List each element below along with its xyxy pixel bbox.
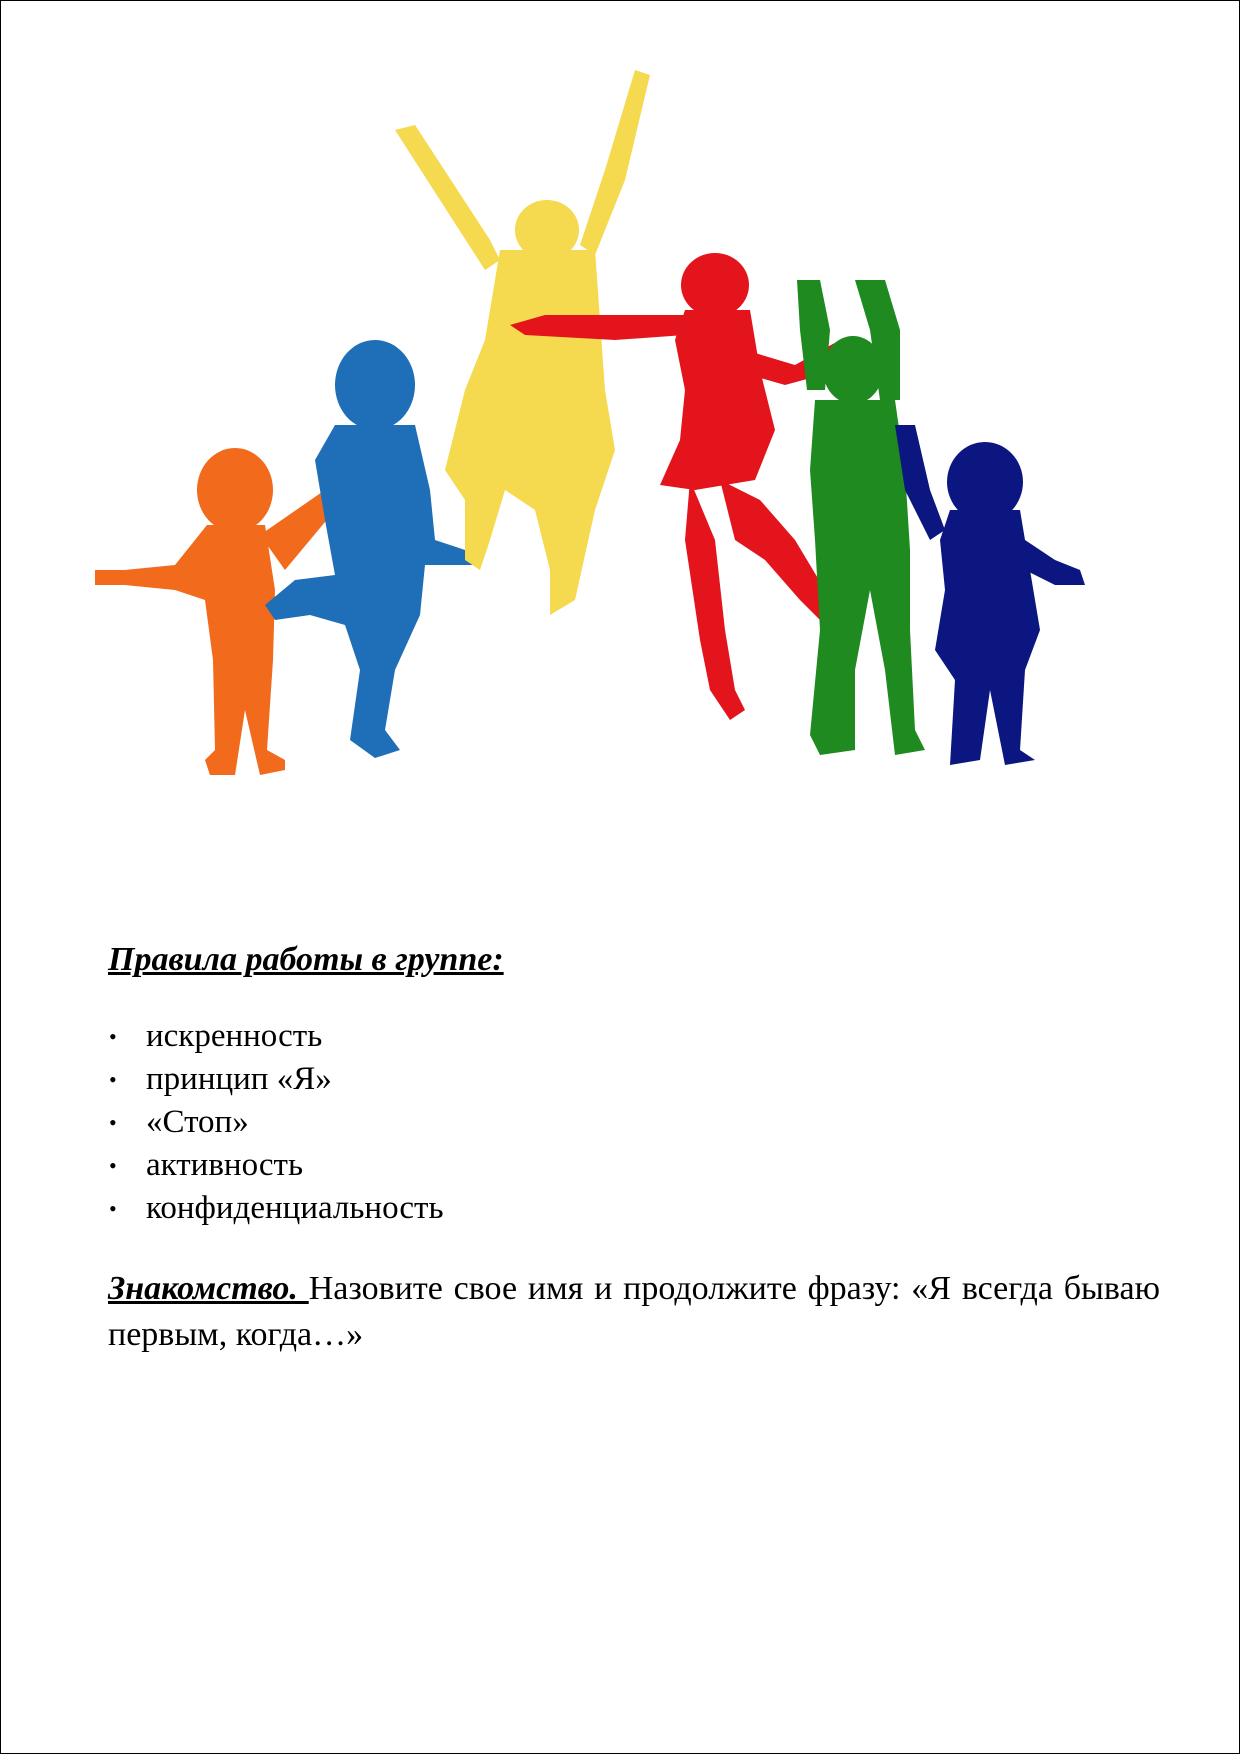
list-item xyxy=(108,1015,1160,1058)
rule-text: активность xyxy=(146,1147,304,1184)
bullet-icon: • xyxy=(109,1153,117,1179)
intro-label: Знакомство. xyxy=(108,1270,309,1308)
rule-text: «Стоп» xyxy=(146,1104,249,1141)
rules-title: Правила работы в группе: xyxy=(108,941,504,978)
rule-text: принцип «Я» xyxy=(146,1061,332,1098)
rule-text: искренность xyxy=(146,1018,323,1055)
list-item xyxy=(108,1058,1160,1101)
list-item xyxy=(108,1144,1160,1187)
rule-text: конфиденциальность xyxy=(146,1190,444,1227)
intro-paragraph xyxy=(108,1266,1160,1358)
rules-list xyxy=(108,1015,1160,1230)
green-child-silhouette xyxy=(797,280,925,755)
intro-text: Назовите свое имя и продолжите фразу: «Я всегда бываю первым, когда…» xyxy=(108,1270,1160,1354)
bullet-icon: • xyxy=(109,1110,117,1136)
jumping-children-illustration xyxy=(95,70,1185,860)
main-content xyxy=(108,940,1160,1392)
navy-child-silhouette xyxy=(895,425,1085,765)
bullet-icon: • xyxy=(109,1024,117,1050)
list-item xyxy=(108,1101,1160,1144)
bullet-icon: • xyxy=(109,1067,117,1093)
list-item xyxy=(108,1187,1160,1230)
bullet-icon: • xyxy=(109,1196,117,1222)
